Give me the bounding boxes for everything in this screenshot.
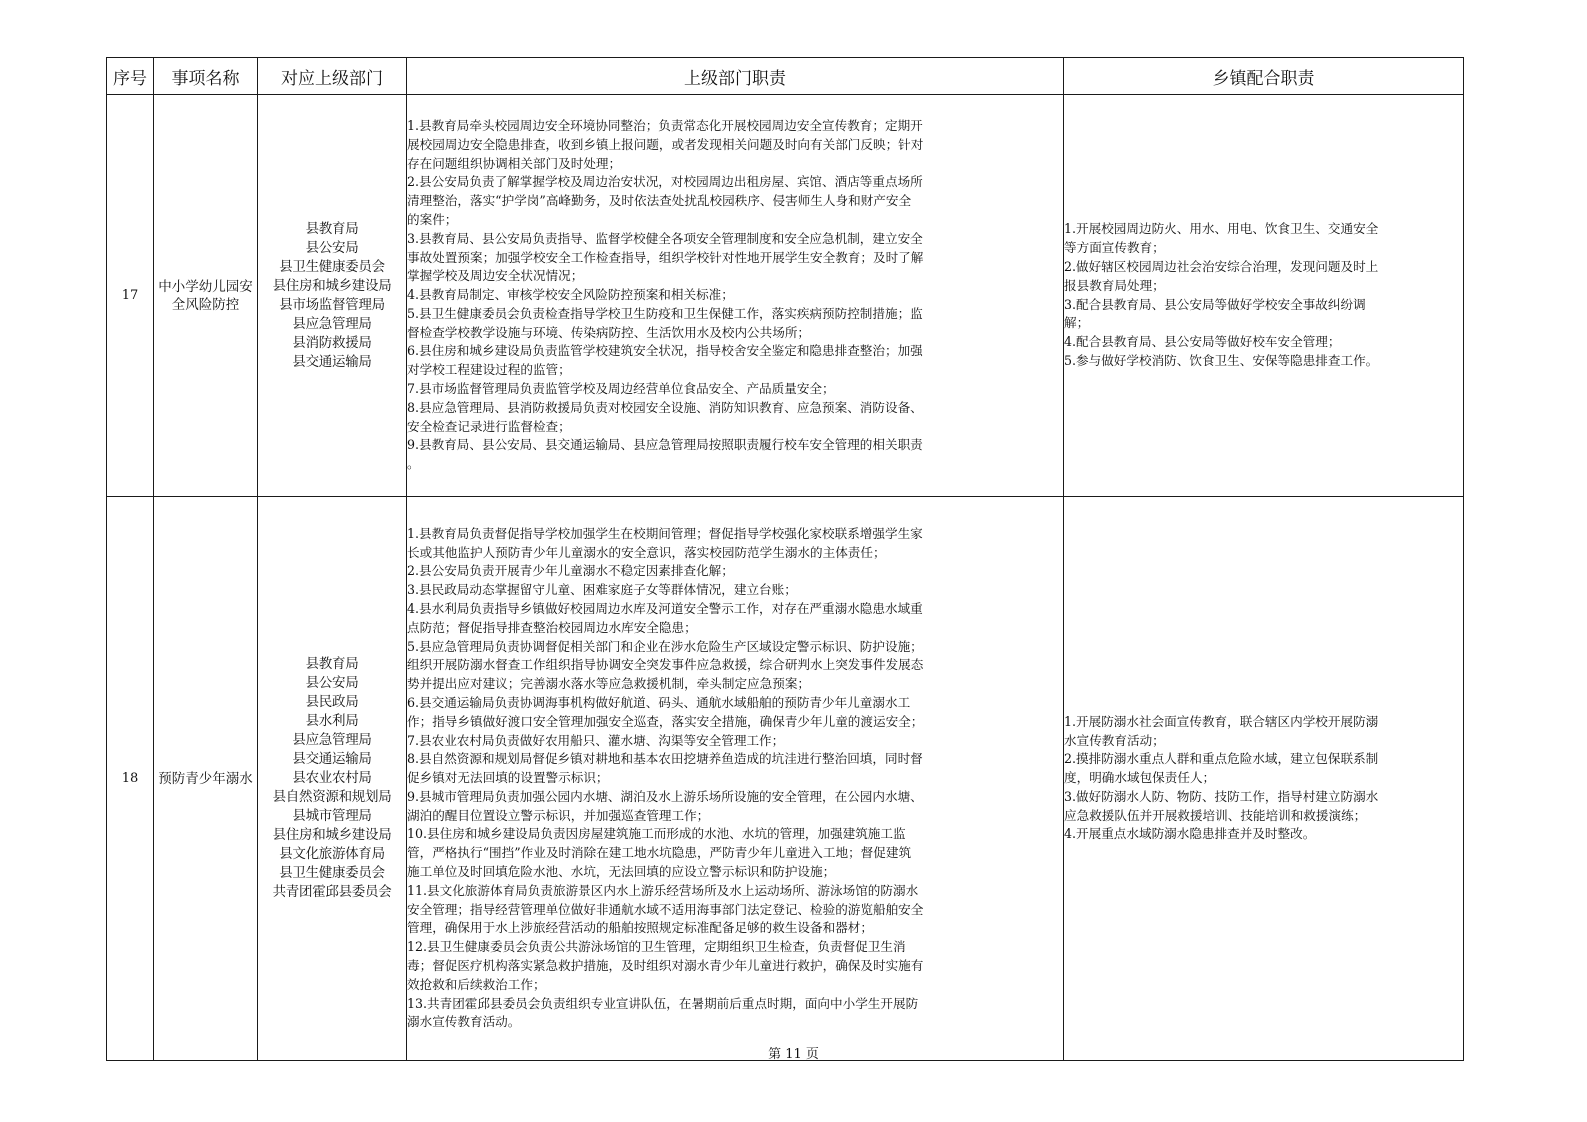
- duty-line: 安全检查记录进行监督检查；: [407, 418, 571, 434]
- row-department-duties: [407, 95, 1064, 497]
- row-town-duties: [1064, 497, 1464, 1061]
- duty-line: 12.县卫生健康委员会负责公共游泳场馆的卫生管理，定期组织卫生检查，负责督促卫生消: [407, 939, 906, 955]
- town-duty-line: 度，明确水域包保责任人；: [1064, 770, 1216, 786]
- row-departments: [258, 95, 407, 497]
- duty-line: 湖泊的醒目位置设立警示标识，并加强巡查管理工作；: [407, 807, 710, 823]
- duty-line: 11.县文化旅游体育局负责旅游景区内水上游乐经营场所及水上运动场所、游泳场馆的防溺水: [407, 882, 919, 898]
- duty-line: 3.县教育局、县公安局负责指导、监督学校健全各项安全管理制度和安全应急机制，建立安全: [407, 230, 923, 246]
- town-duty-line: 5.参与做好学校消防、饮食卫生、安保等隐患排查工作。: [1064, 352, 1379, 368]
- duty-line: 展校园周边安全隐患排查，收到乡镇上报问题，或者发现相关问题及时向有关部门反映；针对: [407, 136, 924, 152]
- department-name: 县公安局: [305, 239, 359, 256]
- department-name: 县卫生健康委员会: [279, 865, 385, 881]
- duty-line: 促乡镇对无法回填的设置警示标识；: [407, 770, 609, 786]
- duty-line: 组织开展防溺水督查工作组织指导协调安全突发事件应急救援，综合研判水上突发事件发展态: [407, 657, 924, 673]
- town-duty-line: 等方面宣传教育；: [1064, 240, 1165, 256]
- department-name: 县城市管理局: [292, 808, 372, 824]
- department-name: 县市场监督管理局: [279, 296, 385, 313]
- town-duty-line: 3.配合县教育局、县公安局等做好学校安全事故纠纷调: [1064, 296, 1366, 312]
- department-name: 共青团霍邱县委员会: [272, 884, 392, 900]
- row-seq: 18: [107, 497, 154, 1061]
- department-name: 县交通运输局: [292, 751, 372, 767]
- header-seq: 序号: [107, 58, 154, 95]
- duty-line: 督检查学校教学设施与环境、传染病防控、生活饮用水及校内公共场所；: [407, 324, 810, 340]
- town-duty-line: 1.开展防溺水社会面宣传教育，联合辖区内学校开展防溺: [1064, 713, 1379, 729]
- duty-line: 存在问题组织协调相关部门及时处理；: [407, 155, 622, 171]
- row-departments: [258, 497, 407, 1061]
- duty-line: 8.县应急管理局、县消防救援局负责对校园安全设施、消防知识教育、应急预案、消防设备、: [407, 399, 923, 415]
- duty-line: 9.县教育局、县公安局、县交通运输局、县应急管理局按照职责履行校车安全管理的相关职责: [407, 437, 923, 453]
- duty-line: 7.县市场监督管理局负责监管学校及周边经营单位食品安全、产品质量安全；: [407, 381, 835, 397]
- department-name: 县教育局: [305, 220, 359, 237]
- duty-line: 7.县农业农村局负责做好农用船只、灌水塘、沟渠等安全管理工作；: [407, 732, 785, 748]
- responsibility-table: [106, 57, 1464, 1061]
- duty-line: 掌握学校及周边安全状况情况；: [407, 268, 584, 284]
- duty-line: 作；指导乡镇做好渡口安全管理加强安全巡查，落实安全措施，确保青少年儿童的渡运安全；: [407, 713, 924, 729]
- duty-line: 对学校工程建设过程的监管；: [407, 362, 571, 378]
- town-duty-line: 1.开展校园周边防火、用水、用电、饮食卫生、交通安全: [1064, 221, 1379, 237]
- town-duty-line: 4.开展重点水域防溺水隐患排查并及时整改。: [1064, 826, 1316, 842]
- row-department-duties: [407, 497, 1064, 1061]
- duty-line: 5.县应急管理局负责协调督促相关部门和企业在涉水危险生产区域设定警示标识、防护设施；: [407, 638, 923, 654]
- department-name: 县民政局: [305, 694, 359, 710]
- duty-line: 。: [407, 456, 420, 472]
- town-duty-line: 报县教育局处理；: [1064, 277, 1165, 293]
- duty-line: 管理，确保用于水上涉旅经营活动的船舶按照规定标准配备足够的救生设备和器材；: [407, 920, 873, 936]
- department-name: 县教育局: [305, 656, 359, 672]
- duty-line: 毒；督促医疗机构落实紧急救护措施，及时组织对溺水青少年儿童进行救护，确保及时实施有: [407, 958, 924, 974]
- department-name: 县农业农村局: [292, 770, 372, 786]
- department-name: 县应急管理局: [292, 732, 372, 748]
- department-name: 县住房和城乡建设局: [272, 827, 392, 843]
- header-town-duties: 乡镇配合职责: [1064, 58, 1464, 95]
- town-duty-line: 2.摸排防溺水重点人群和重点危险水域，建立包保联系制: [1064, 751, 1379, 767]
- department-name: 县自然资源和规划局: [272, 789, 392, 805]
- duty-line: 13.共青团霍邱县委员会负责组织专业宣讲队伍，在暑期前后重点时期，面向中小学生开展防: [407, 995, 919, 1011]
- header-row: [107, 58, 1464, 95]
- duty-line: 3.县民政局动态掌握留守儿童、困难家庭子女等群体情况，建立台账；: [407, 582, 797, 598]
- town-duty-line: 4.配合县教育局、县公安局等做好校车安全管理；: [1064, 334, 1341, 350]
- duty-line: 长或其他监护人预防青少年儿童溺水的安全意识，落实校园防范学生溺水的主体责任；: [407, 544, 886, 560]
- duty-line: 安全管理；指导经营管理单位做好非通航水域不适用海事部门法定登记、检验的游览船舶安全: [407, 901, 924, 917]
- row-item-name: 中小学幼儿园安全风险防控: [154, 95, 258, 497]
- department-name: 县水利局: [305, 713, 359, 729]
- table-row: [107, 95, 1464, 497]
- town-duty-line: 3.做好防溺水人防、物防、技防工作，指导村建立防溺水: [1064, 788, 1379, 804]
- town-duty-line: 2.做好辖区校园周边社会治安综合治理，发现问题及时上: [1064, 258, 1379, 274]
- duty-line: 清理整治，落实“护学岗”高峰勤务，及时依法查处扰乱校园秩序、侵害师生人身和财产安全: [407, 193, 912, 209]
- duty-line: 事故处置预案；加强学校安全工作检查指导，组织学校针对性地开展学生安全教育；及时了解: [407, 249, 924, 265]
- department-name: 县消防救援局: [292, 334, 372, 351]
- duty-line: 2.县公安局负责了解掌握学校及周边治安状况，对校园周边出租房屋、宾馆、酒店等重点场所: [407, 174, 923, 190]
- town-duty-line: 解；: [1064, 315, 1090, 331]
- duty-line: 4.县水利局负责指导乡镇做好校园周边水库及河道安全警示工作，对存在严重溺水隐患水域重: [407, 600, 923, 616]
- duty-line: 6.县住房和城乡建设局负责监管学校建筑安全状况，指导校舍安全鉴定和隐患排查整治；加强: [407, 343, 923, 359]
- town-duty-line: 应急救援队伍并开展救援培训、技能培训和救援演练；: [1064, 807, 1367, 823]
- header-departments: 对应上级部门: [258, 58, 407, 95]
- duty-line: 1.县教育局负责督促指导学校加强学生在校期间管理；督促指导学校强化家校联系增强学生家: [407, 525, 923, 541]
- duty-line: 的案件；: [407, 211, 458, 227]
- header-department-duties: 上级部门职责: [407, 58, 1064, 95]
- duty-line: 点防范；督促指导排查整治校园周边水库安全隐患；: [407, 619, 697, 635]
- table-row: [107, 497, 1464, 1061]
- duty-line: 9.县城市管理局负责加强公园内水塘、湖泊及水上游乐场所设施的安全管理，在公园内水塘、: [407, 788, 923, 804]
- department-name: 县卫生健康委员会: [279, 258, 385, 275]
- duty-line: 6.县交通运输局负责协调海事机构做好航道、码头、通航水域船舶的预防青少年儿童溺水工: [407, 694, 911, 710]
- duty-line: 溺水宣传教育活动。: [407, 1014, 521, 1030]
- duty-line: 施工单位及时回填危险水池、水坑，无法回填的应设立警示标识和防护设施；: [407, 864, 836, 880]
- department-name: 县交通运输局: [292, 353, 372, 370]
- duty-line: 2.县公安局负责开展青少年儿童溺水不稳定因素排查化解；: [407, 563, 734, 579]
- department-name: 县公安局: [305, 675, 359, 691]
- duty-line: 1.县教育局牵头校园周边安全环境协同整治；负责常态化开展校园周边安全宣传教育；定期开: [407, 117, 923, 133]
- department-name: 县应急管理局: [292, 315, 372, 332]
- department-name: 县文化旅游体育局: [279, 846, 385, 862]
- town-duty-line: 水宣传教育活动；: [1064, 732, 1165, 748]
- duty-line: 5.县卫生健康委员会负责检查指导学校卫生防疫和卫生保健工作，落实疾病预防控制措施；监: [407, 305, 923, 321]
- header-item-name: 事项名称: [154, 58, 258, 95]
- duty-line: 效抢救和后续救治工作；: [407, 976, 546, 992]
- duty-line: 4.县教育局制定、审核学校安全风险防控预案和相关标准；: [407, 287, 734, 303]
- row-town-duties: [1064, 95, 1464, 497]
- department-name: 县住房和城乡建设局: [272, 277, 392, 294]
- duty-line: 势并提出应对建议；完善溺水落水等应急救援机制，牵头制定应急预案；: [407, 676, 810, 692]
- duty-line: 10.县住房和城乡建设局负责因房屋建筑施工而形成的水池、水坑的管理，加强建筑施工监: [407, 826, 906, 842]
- page-number: 第 11 页: [768, 1047, 819, 1062]
- duty-line: 管，严格执行“围挡”作业及时消除在建工地水坑隐患，严防青少年儿童进入工地；督促建筑: [407, 845, 912, 861]
- row-item-name: 预防青少年溺水: [154, 497, 258, 1061]
- row-seq: 17: [107, 95, 154, 497]
- duty-line: 8.县自然资源和规划局督促乡镇对耕地和基本农田挖塘养鱼造成的坑洼进行整治回填，同时督: [407, 751, 923, 767]
